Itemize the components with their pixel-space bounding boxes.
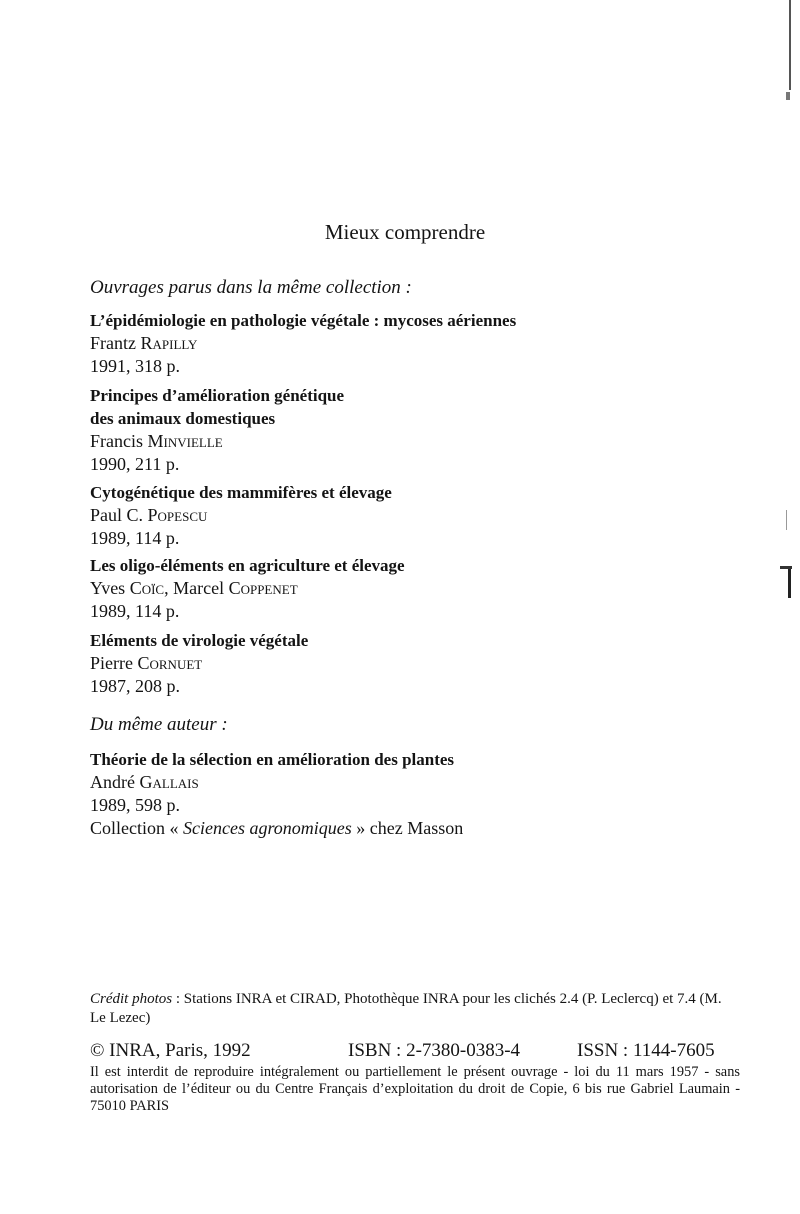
book-title: Cytogénétique des mammifères et élevage	[90, 483, 392, 502]
scan-edge-mark	[786, 92, 790, 100]
book-author: André Gallais	[90, 772, 199, 792]
book-entry-1	[90, 309, 770, 378]
book-collection: Collection « Sciences agronomiques » chez Masson	[90, 818, 464, 838]
book-title: Eléments de virologie végétale	[90, 631, 309, 650]
book-author: Paul C. Popescu	[90, 505, 208, 525]
book-title-line-1: Principes d’amélioration génétique	[90, 386, 345, 405]
book-year-pages: 1989, 114 p.	[90, 528, 180, 548]
book-title: Les oligo-éléments en agriculture et élevage	[90, 556, 405, 575]
same-author-heading: Du même auteur :	[90, 714, 228, 735]
book-author: Frantz Rapilly	[90, 333, 198, 353]
scan-edge-mark	[786, 510, 787, 530]
book-entry-5	[90, 629, 770, 698]
book-year-pages: 1991, 318 p.	[90, 356, 180, 376]
scan-edge-mark	[780, 566, 792, 569]
book-year-pages: 1990, 211 p.	[90, 454, 180, 474]
book-year-pages: 1989, 114 p.	[90, 601, 180, 621]
book-year-pages: 1987, 208 p.	[90, 676, 180, 696]
book-entry-3	[90, 481, 770, 550]
book-title: Théorie de la sélection en amélioration des plantes	[90, 750, 455, 769]
book-author: Pierre Cornuet	[90, 653, 203, 673]
book-title: L’épidémiologie en pathologie végétale : mycoses aériennes	[90, 311, 517, 330]
book-entry-2	[90, 384, 770, 476]
collection-title: Mieux comprendre	[324, 220, 486, 244]
book-title-line-2: des animaux domestiques	[90, 409, 276, 428]
same-collection-heading: Ouvrages parus dans la même collection :	[90, 277, 412, 298]
same-collection-heading-block	[90, 276, 770, 300]
book-author: Yves Coïc, Marcel Coppenet	[90, 578, 298, 598]
copyright-notice: © INRA, Paris, 1992	[90, 1040, 251, 1061]
author-book-entry	[90, 748, 770, 840]
same-author-heading-block	[90, 713, 770, 737]
scan-edge-mark	[788, 568, 791, 598]
reproduction-notice: Il est interdit de reproduire intégralement ou partiellement le présent ouvrage - loi du 11 mars 1957 - sans autorisation de l’éditeur ou du Centre Français d’exploitation du droit de Copie, 6 bis rue Gabriel Laumain - 75010 PARIS	[90, 1064, 740, 1114]
isbn: ISBN : 2-7380-0383-4	[348, 1040, 521, 1061]
photo-credits-text: : Stations INRA et CIRAD, Photothèque INRA pour les clichés 2.4 (P. Leclercq) et 7.4 (M. Le Lezec)	[90, 991, 722, 1026]
photo-credits	[90, 990, 740, 1028]
book-author: Francis Minvielle	[90, 431, 223, 451]
photo-credits-label: Crédit photos	[90, 991, 173, 1007]
scan-edge-mark	[789, 0, 791, 90]
issn: ISSN : 1144-7605	[577, 1040, 715, 1061]
legal-identifiers	[90, 1040, 730, 1066]
book-year-pages: 1989, 598 p.	[90, 795, 180, 815]
book-entry-4	[90, 554, 770, 623]
